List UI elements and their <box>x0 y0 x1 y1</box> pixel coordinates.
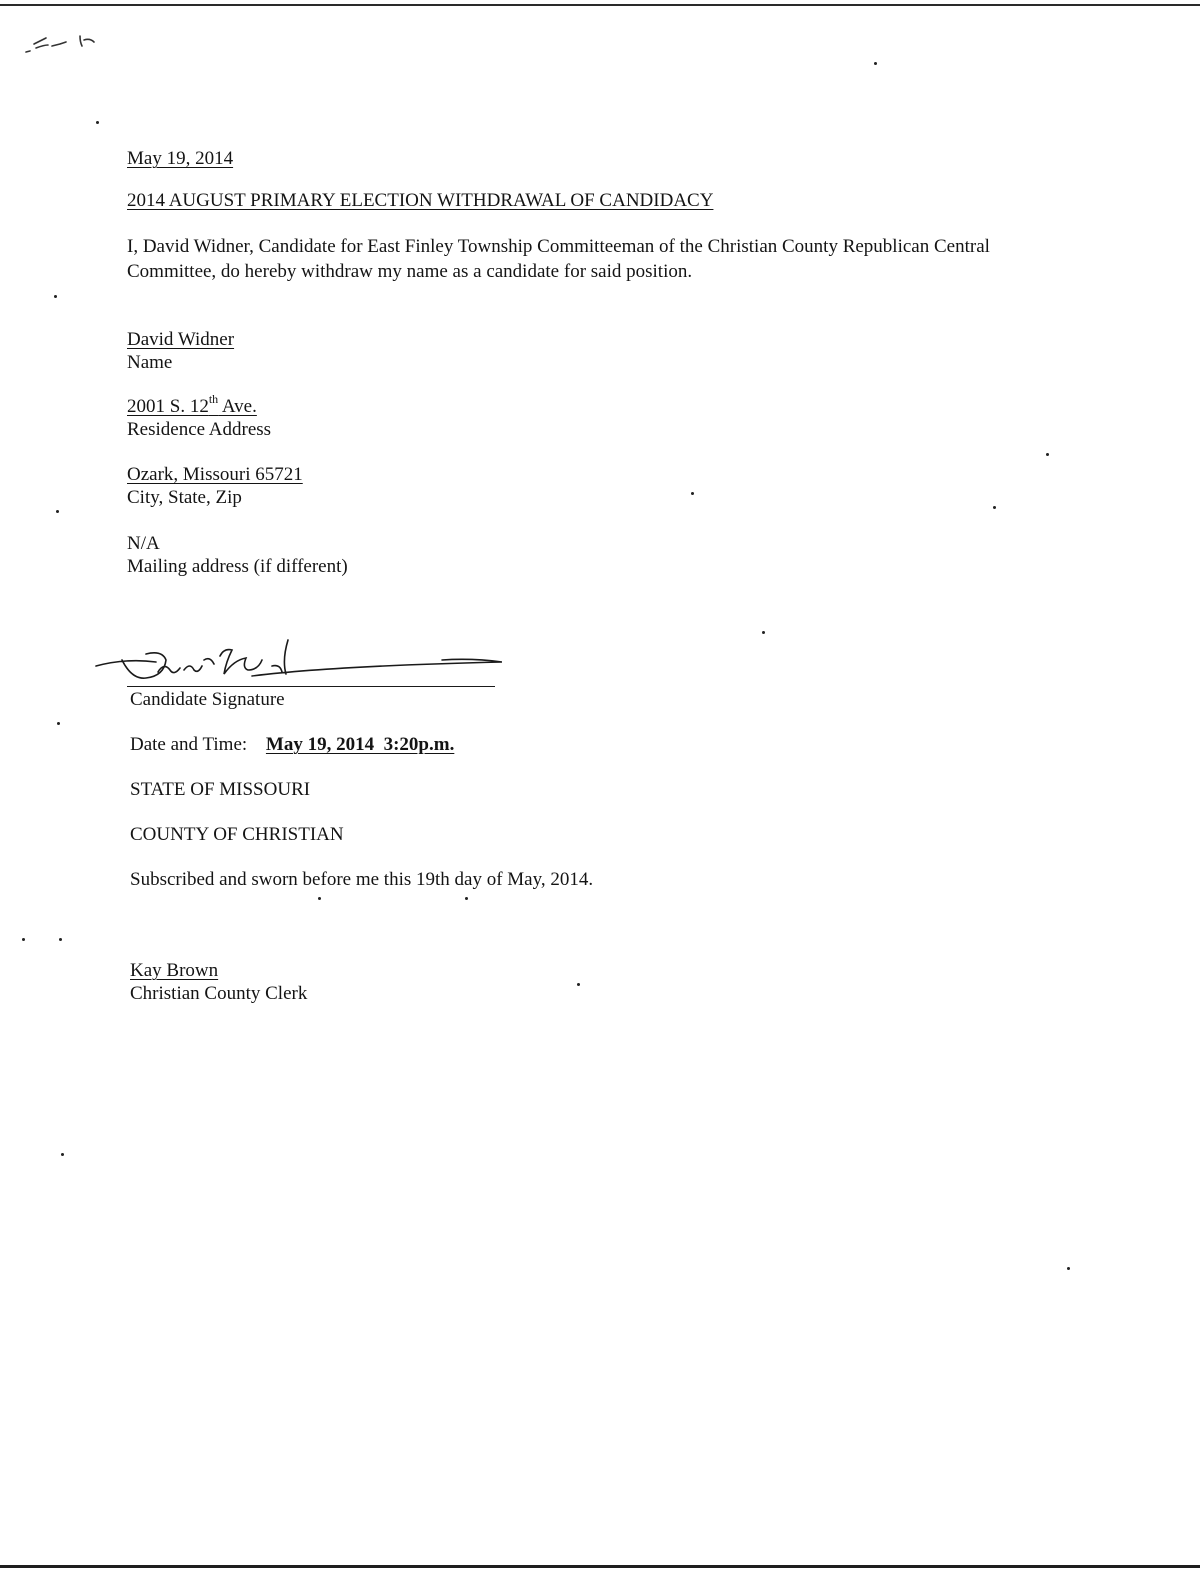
city-label: City, State, Zip <box>127 487 242 508</box>
scan-speck <box>61 1153 64 1156</box>
clerk-name: Kay Brown <box>130 960 219 981</box>
city-block <box>127 463 303 509</box>
residence-block <box>127 391 272 441</box>
top-scan-border <box>0 4 1200 6</box>
sworn-statement: Subscribed and sworn before me this 19th day of May, 2014. <box>130 869 594 890</box>
candidate-signature-image <box>92 636 502 692</box>
scan-speck <box>874 62 877 65</box>
state-line: STATE OF MISSOURI <box>130 779 311 800</box>
handwritten-mark <box>22 28 102 62</box>
scan-speck <box>762 631 765 634</box>
name-value: David Widner <box>127 329 235 350</box>
residence-suffix: th <box>208 391 219 406</box>
scan-speck <box>59 938 62 941</box>
scan-speck <box>54 295 57 298</box>
scan-speck <box>1067 1267 1070 1270</box>
scan-speck <box>56 510 59 513</box>
city-value: Ozark, Missouri 65721 <box>127 464 303 485</box>
scan-speck <box>691 492 694 495</box>
clerk-title: Christian County Clerk <box>130 983 308 1004</box>
name-label: Name <box>127 352 173 373</box>
scan-speck <box>577 983 580 986</box>
scan-speck <box>1046 453 1049 456</box>
name-block <box>127 328 234 374</box>
county-line: COUNTY OF CHRISTIAN <box>130 824 344 845</box>
signature-line <box>127 686 495 687</box>
residence-value <box>127 391 271 418</box>
date-time-row <box>130 733 454 756</box>
mailing-value: N/A <box>127 533 160 554</box>
scan-speck <box>22 938 25 941</box>
scan-speck <box>96 121 99 124</box>
date-time-label: Date and Time: <box>130 734 248 755</box>
bottom-scan-border <box>0 1565 1200 1568</box>
residence-ave: Ave. <box>218 396 257 417</box>
mailing-label: Mailing address (if different) <box>127 556 348 577</box>
residence-street: 2001 S. 12 <box>127 396 209 417</box>
statement-line-1: I, David Widner, Candidate for East Finley Township Committeeman of the Christian County Republican Central <box>127 236 990 257</box>
document-date: May 19, 2014 <box>127 148 234 169</box>
mailing-block <box>127 532 348 578</box>
clerk-block <box>130 959 307 1005</box>
withdrawal-statement <box>127 234 1047 284</box>
statement-line-2: Committee, do hereby withdraw my name as a candidate for said position. <box>127 261 693 282</box>
scan-speck <box>318 897 321 900</box>
scan-speck <box>465 897 468 900</box>
residence-label: Residence Address <box>127 419 272 440</box>
signature-label: Candidate Signature <box>130 689 285 710</box>
document-title: 2014 AUGUST PRIMARY ELECTION WITHDRAWAL OF CANDIDACY <box>127 190 714 211</box>
scan-speck <box>57 722 60 725</box>
date-time-value: May 19, 2014 3:20p.m. <box>265 734 455 755</box>
scan-speck <box>993 506 996 509</box>
